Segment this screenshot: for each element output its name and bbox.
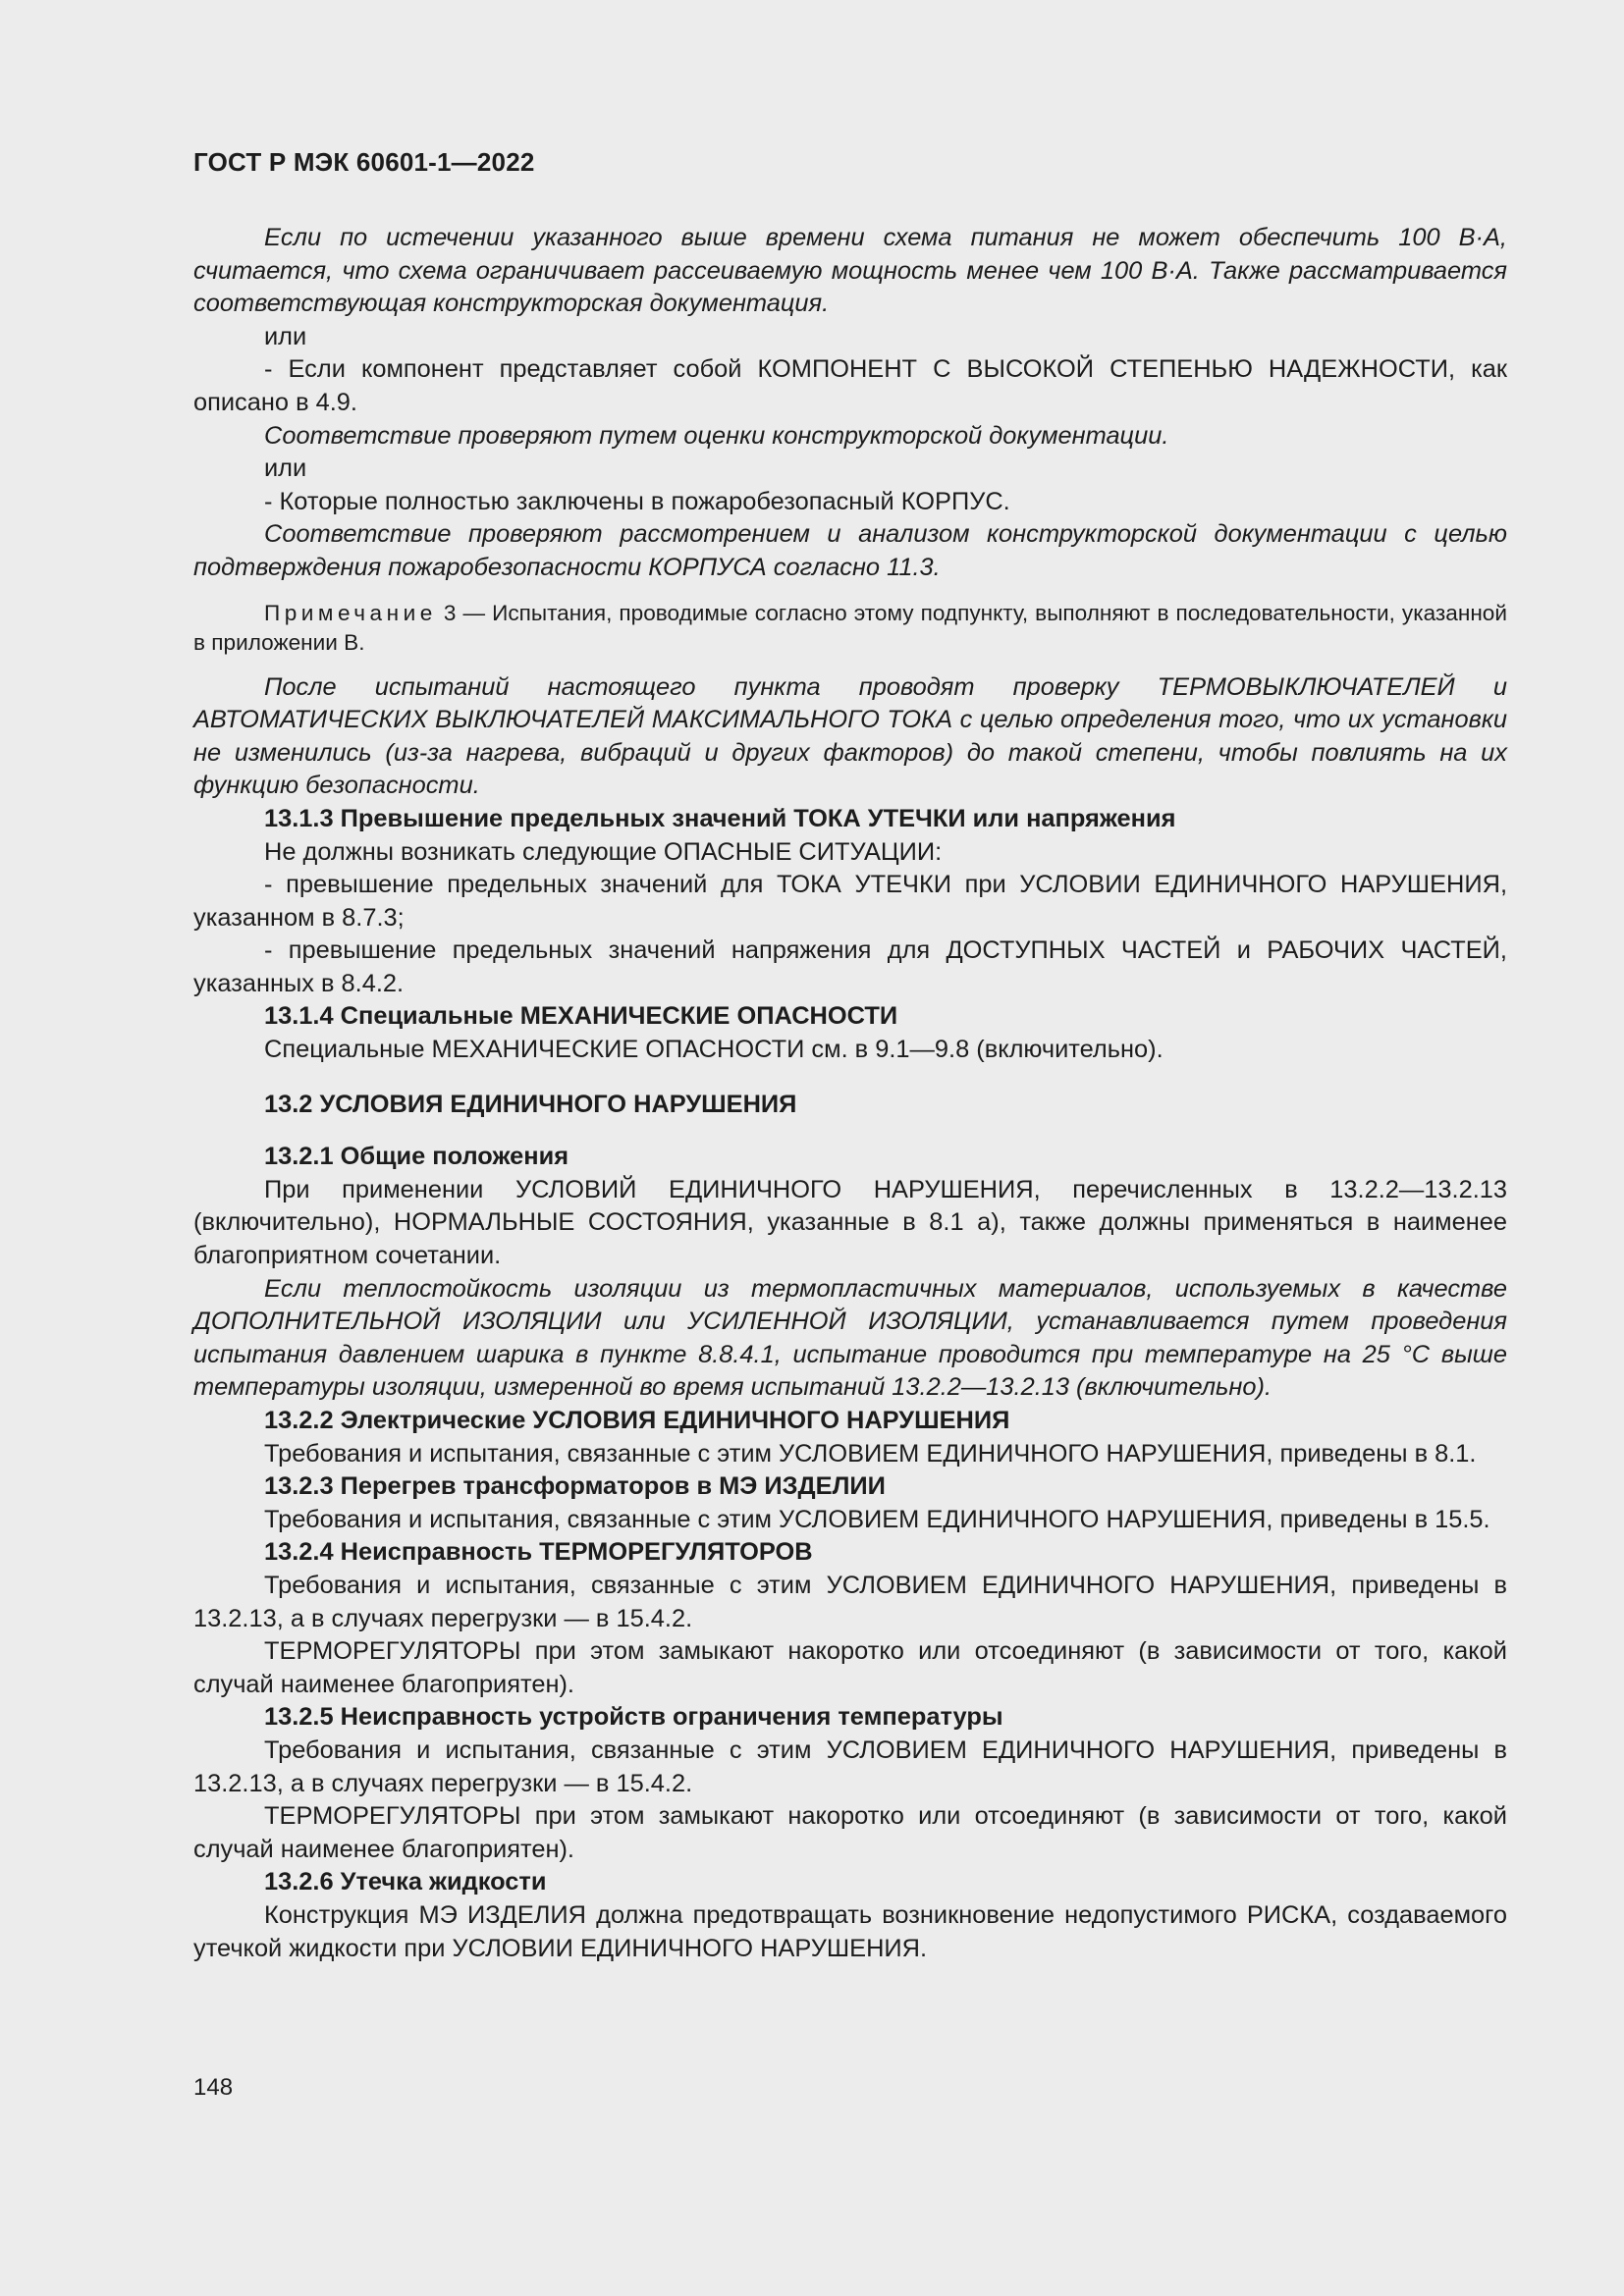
document-header: ГОСТ Р МЭК 60601-1—2022 — [193, 147, 535, 177]
list-item: - Если компонент представляет собой КОМПОНЕНТ С ВЫСОКОЙ СТЕПЕНЬЮ НАДЕЖНОСТИ, как описано в 4.9. — [193, 355, 1507, 416]
paragraph: ТЕРМОРЕГУЛЯТОРЫ при этом замыкают накоротко или отсоединяют (в зависимости от того, какой случай наименее благоприятен). — [193, 1802, 1507, 1863]
note — [193, 599, 1507, 658]
paragraph: или — [264, 322, 307, 350]
paragraph: Специальные МЕХАНИЧЕСКИЕ ОПАСНОСТИ см. в 9.1—9.8 (включительно). — [264, 1036, 1164, 1064]
paragraph: Соответствие проверяют рассмотрением и анализом конструкторской документации с целью подтверждения пожаробезопасности КОРПУСА согласно 11.3. — [193, 520, 1507, 581]
paragraph: Требования и испытания, связанные с этим УСЛОВИЕМ ЕДИНИЧНОГО НАРУШЕНИЯ, приведены в 15.5. — [264, 1505, 1490, 1533]
list-item: - Которые полностью заключены в пожаробезопасный КОРПУС. — [264, 487, 1010, 515]
paragraph: Требования и испытания, связанные с этим УСЛОВИЕМ ЕДИНИЧНОГО НАРУШЕНИЯ, приведены в 8.1. — [264, 1439, 1477, 1468]
section-heading: 13.2.1 Общие положения — [264, 1143, 569, 1171]
paragraph: ТЕРМОРЕГУЛЯТОРЫ при этом замыкают накоротко или отсоединяют (в зависимости от того, какой случай наименее благоприятен). — [193, 1637, 1507, 1698]
paragraph: Конструкция МЭ ИЗДЕЛИЯ должна предотвращать возникновение недопустимого РИСКА, создаваемого утечкой жидкости при УСЛОВИИ ЕДИНИЧНОГО НАРУШЕНИЯ. — [193, 1900, 1507, 1962]
section-heading: 13.2.3 Перегрев трансформаторов в МЭ ИЗДЕЛИИ — [264, 1472, 886, 1501]
section-heading: 13.2 УСЛОВИЯ ЕДИНИЧНОГО НАРУШЕНИЯ — [264, 1090, 797, 1118]
section-heading: 13.1.4 Специальные МЕХАНИЧЕСКИЕ ОПАСНОСТИ — [264, 1002, 898, 1031]
section-heading: 13.1.3 Превышение предельных значений ТОКА УТЕЧКИ или напряжения — [264, 804, 1176, 832]
paragraph: Не должны возникать следующие ОПАСНЫЕ СИТУАЦИИ: — [264, 837, 943, 866]
paragraph: Если по истечении указанного выше времени схема питания не может обеспечить 100 В·А, считается, что схема ограничивает рассеиваемую мощность менее чем 100 В·А. Также рассматривается соответствующая конструкторская документация. — [193, 224, 1507, 318]
document-body — [193, 222, 1507, 1965]
section-heading: 13.2.2 Электрические УСЛОВИЯ ЕДИНИЧНОГО НАРУШЕНИЯ — [264, 1407, 1010, 1434]
paragraph: После испытаний настоящего пункта проводят проверку ТЕРМОВЫКЛЮЧАТЕЛЕЙ и АВТОМАТИЧЕСКИХ ВЫКЛЮЧАТЕЛЕЙ МАКСИМАЛЬНОГО ТОКА с целью определения того, что их установки не изменились (из-за нагрева, вибраций и других факторов) до такой степени, чтобы повлиять на их функцию безопасности. — [193, 672, 1507, 800]
paragraph: Если теплостойкость изоляции из термопластичных материалов, используемых в качестве ДОПОЛНИТЕЛЬНОЙ ИЗОЛЯЦИИ или УСИЛЕННОЙ ИЗОЛЯЦИИ, устанавливается путем проведения испытания давлением шарика в пункте 8.8.4.1, испытание проводится при температуре на 25 °С выше температуры изоляции, измеренной во время испытаний 13.2.2—13.2.13 (включительно). — [193, 1274, 1507, 1402]
section-heading: 13.2.6 Утечка жидкости — [264, 1868, 547, 1896]
list-item: - превышение предельных значений напряжения для ДОСТУПНЫХ ЧАСТЕЙ и РАБОЧИХ ЧАСТЕЙ, указанных в 8.4.2. — [193, 936, 1507, 997]
paragraph: Требования и испытания, связанные с этим УСЛОВИЕМ ЕДИНИЧНОГО НАРУШЕНИЯ, приведены в 13.2.13, а в случаях перегрузки — в 15.4.2. — [193, 1735, 1507, 1797]
section-heading: 13.2.5 Неисправность устройств ограничения температуры — [264, 1703, 1003, 1732]
paragraph: Соответствие проверяют путем оценки конструкторской документации. — [264, 421, 1169, 450]
list-item: - превышение предельных значений для ТОКА УТЕЧКИ при УСЛОВИИ ЕДИНИЧНОГО НАРУШЕНИЯ, указанном в 8.7.3; — [193, 871, 1507, 932]
paragraph: Требования и испытания, связанные с этим УСЛОВИЕМ ЕДИНИЧНОГО НАРУШЕНИЯ, приведены в 13.2.13, а в случаях перегрузки — в 15.4.2. — [193, 1571, 1507, 1632]
note-text: 3 — Испытания, проводимые согласно этому подпункту, выполняют в последовательности, указанной в приложении В. — [193, 600, 1507, 655]
section-heading: 13.2.4 Неисправность ТЕРМОРЕГУЛЯТОРОВ — [264, 1538, 813, 1567]
page-number: 148 — [193, 2074, 234, 2101]
paragraph: При применении УСЛОВИЙ ЕДИНИЧНОГО НАРУШЕНИЯ, перечисленных в 13.2.2—13.2.13 (включительно), НОРМАЛЬНЫЕ СОСТОЯНИЯ, указанные в 8.1 а), также должны применяться в наименее благоприятном сочетании. — [193, 1175, 1507, 1270]
paragraph: или — [264, 454, 307, 483]
note-label: Примечание — [264, 600, 437, 625]
